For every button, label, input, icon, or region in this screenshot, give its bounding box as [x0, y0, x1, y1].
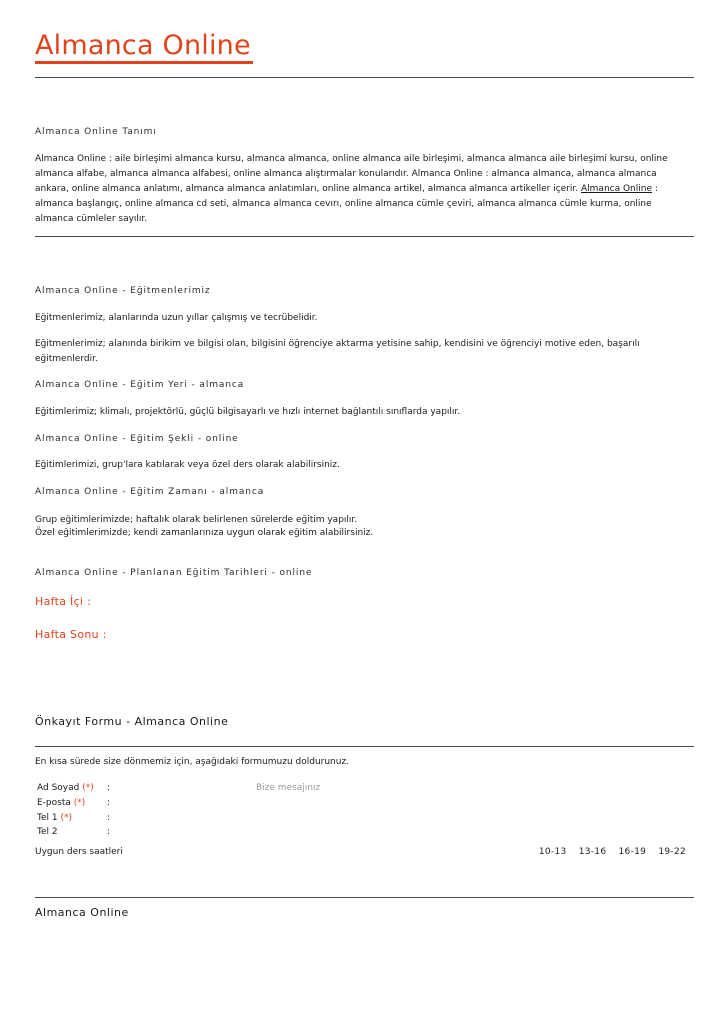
definition-divider	[35, 236, 694, 237]
required-mark: (*)	[82, 783, 94, 793]
place-paragraph: Eğitimlerimiz; klimalı, projektörlü, güçlü bilgisayarlı ve hızlı internet bağlantılı sınıflarda yapılır.	[35, 407, 461, 417]
name-label-text: Ad Soyad	[37, 783, 80, 793]
time-heading: Almanca Online - Eğitim Zamanı - almanca	[35, 487, 265, 497]
footer-divider	[35, 897, 694, 898]
hour-option[interactable]: 19-22	[658, 847, 686, 857]
phone2-colon: :	[107, 827, 111, 837]
title-underline	[35, 61, 253, 64]
definition-link[interactable]: Almanca Online	[581, 184, 652, 194]
footer-title: Almanca Online	[35, 906, 129, 919]
form-divider	[35, 746, 694, 747]
weekday-label: Hafta İçi :	[35, 595, 92, 608]
hour-option[interactable]: 10-13	[538, 847, 567, 857]
hour-option[interactable]: 13-16	[578, 847, 607, 857]
hours-label: Uygun ders saatleri	[35, 847, 123, 857]
definition-paragraph	[35, 152, 690, 227]
phone2-label-text: Tel 2	[37, 827, 58, 837]
email-colon: :	[107, 798, 111, 808]
site-title: Almanca Online	[35, 30, 251, 61]
phone1-label-text: Tel 1	[37, 813, 58, 823]
time-line-1: Grup eğitimlerimizde; haftalık olarak belirlenen sürelerde eğitim yapılır.	[35, 515, 358, 525]
definition-text-before: Almanca Online : aile birleşimi almanca kursu, almanca almanca, online almanca aile birleşimi, almanca almanca aile birleşimi kursu, online almanca alfabe, almanca almanca alfabesi, online almanca alıştırmalar konularıdır. Almanca Online : almanca almanca, almanca almanca ankara, online almanca anlatımı, almanca almanca anlatımları, online almanca artikel, almanca almanca artikeller içerir.	[35, 154, 668, 194]
name-field-label	[37, 783, 94, 793]
required-mark: (*)	[60, 813, 72, 823]
place-heading: Almanca Online - Eğitim Yeri - almanca	[35, 380, 245, 390]
weekend-label: Hafta Sonu :	[35, 628, 107, 641]
definition-text-after: : almanca başlangıç, online almanca cd seti, almanca almanca cevırı, online almanca cümle çeviri, almanca almanca cümle kurma, online almanca cümleler sayılır.	[35, 184, 658, 224]
required-mark: (*)	[73, 798, 86, 808]
email-field-label	[37, 798, 85, 808]
format-heading: Almanca Online - Eğitim Şekli - online	[35, 434, 239, 444]
hour-option[interactable]: 16-19	[618, 847, 647, 857]
phone1-field-label	[37, 813, 72, 823]
trainers-paragraph-2: Eğitmenlerimiz; alanında birikim ve bilgisi olan, bilgisini öğrenciye aktarma yetisine sahip, kendisini ve öğrenciyi motive eden, başarılı eğitmenlerdir.	[35, 339, 640, 364]
format-paragraph: Eğitimlerimizi, grup'lara katılarak veya özel ders olarak alabilirsiniz.	[35, 460, 340, 470]
time-line-2: Özel eğitimlerimizde; kendi zamanlarınıza uygun olarak eğitim alabilirsiniz.	[35, 528, 374, 538]
schedule-heading: Almanca Online - Planlanan Eğitim Tarihleri - online	[35, 568, 313, 578]
form-heading: Önkayıt Formu - Almanca Online	[35, 715, 229, 728]
form-intro: En kısa sürede size dönmemiz için, aşağıdaki formumuzu doldurunuz.	[35, 757, 350, 767]
message-input[interactable]: Bize mesajınız	[256, 783, 321, 793]
header-divider	[35, 77, 694, 78]
name-colon: :	[107, 783, 111, 793]
phone1-colon: :	[107, 813, 111, 823]
email-label-text: E-posta	[37, 798, 71, 808]
definition-heading: Almanca Online Tanımı	[35, 127, 157, 137]
trainers-paragraph-1: Eğitmenlerimiz, alanlarında uzun yıllar çalışmış ve tecrübelidir.	[35, 313, 318, 323]
phone2-field-label	[37, 827, 58, 837]
hours-options	[530, 847, 686, 857]
trainers-heading: Almanca Online - Eğitmenlerimiz	[35, 286, 211, 296]
